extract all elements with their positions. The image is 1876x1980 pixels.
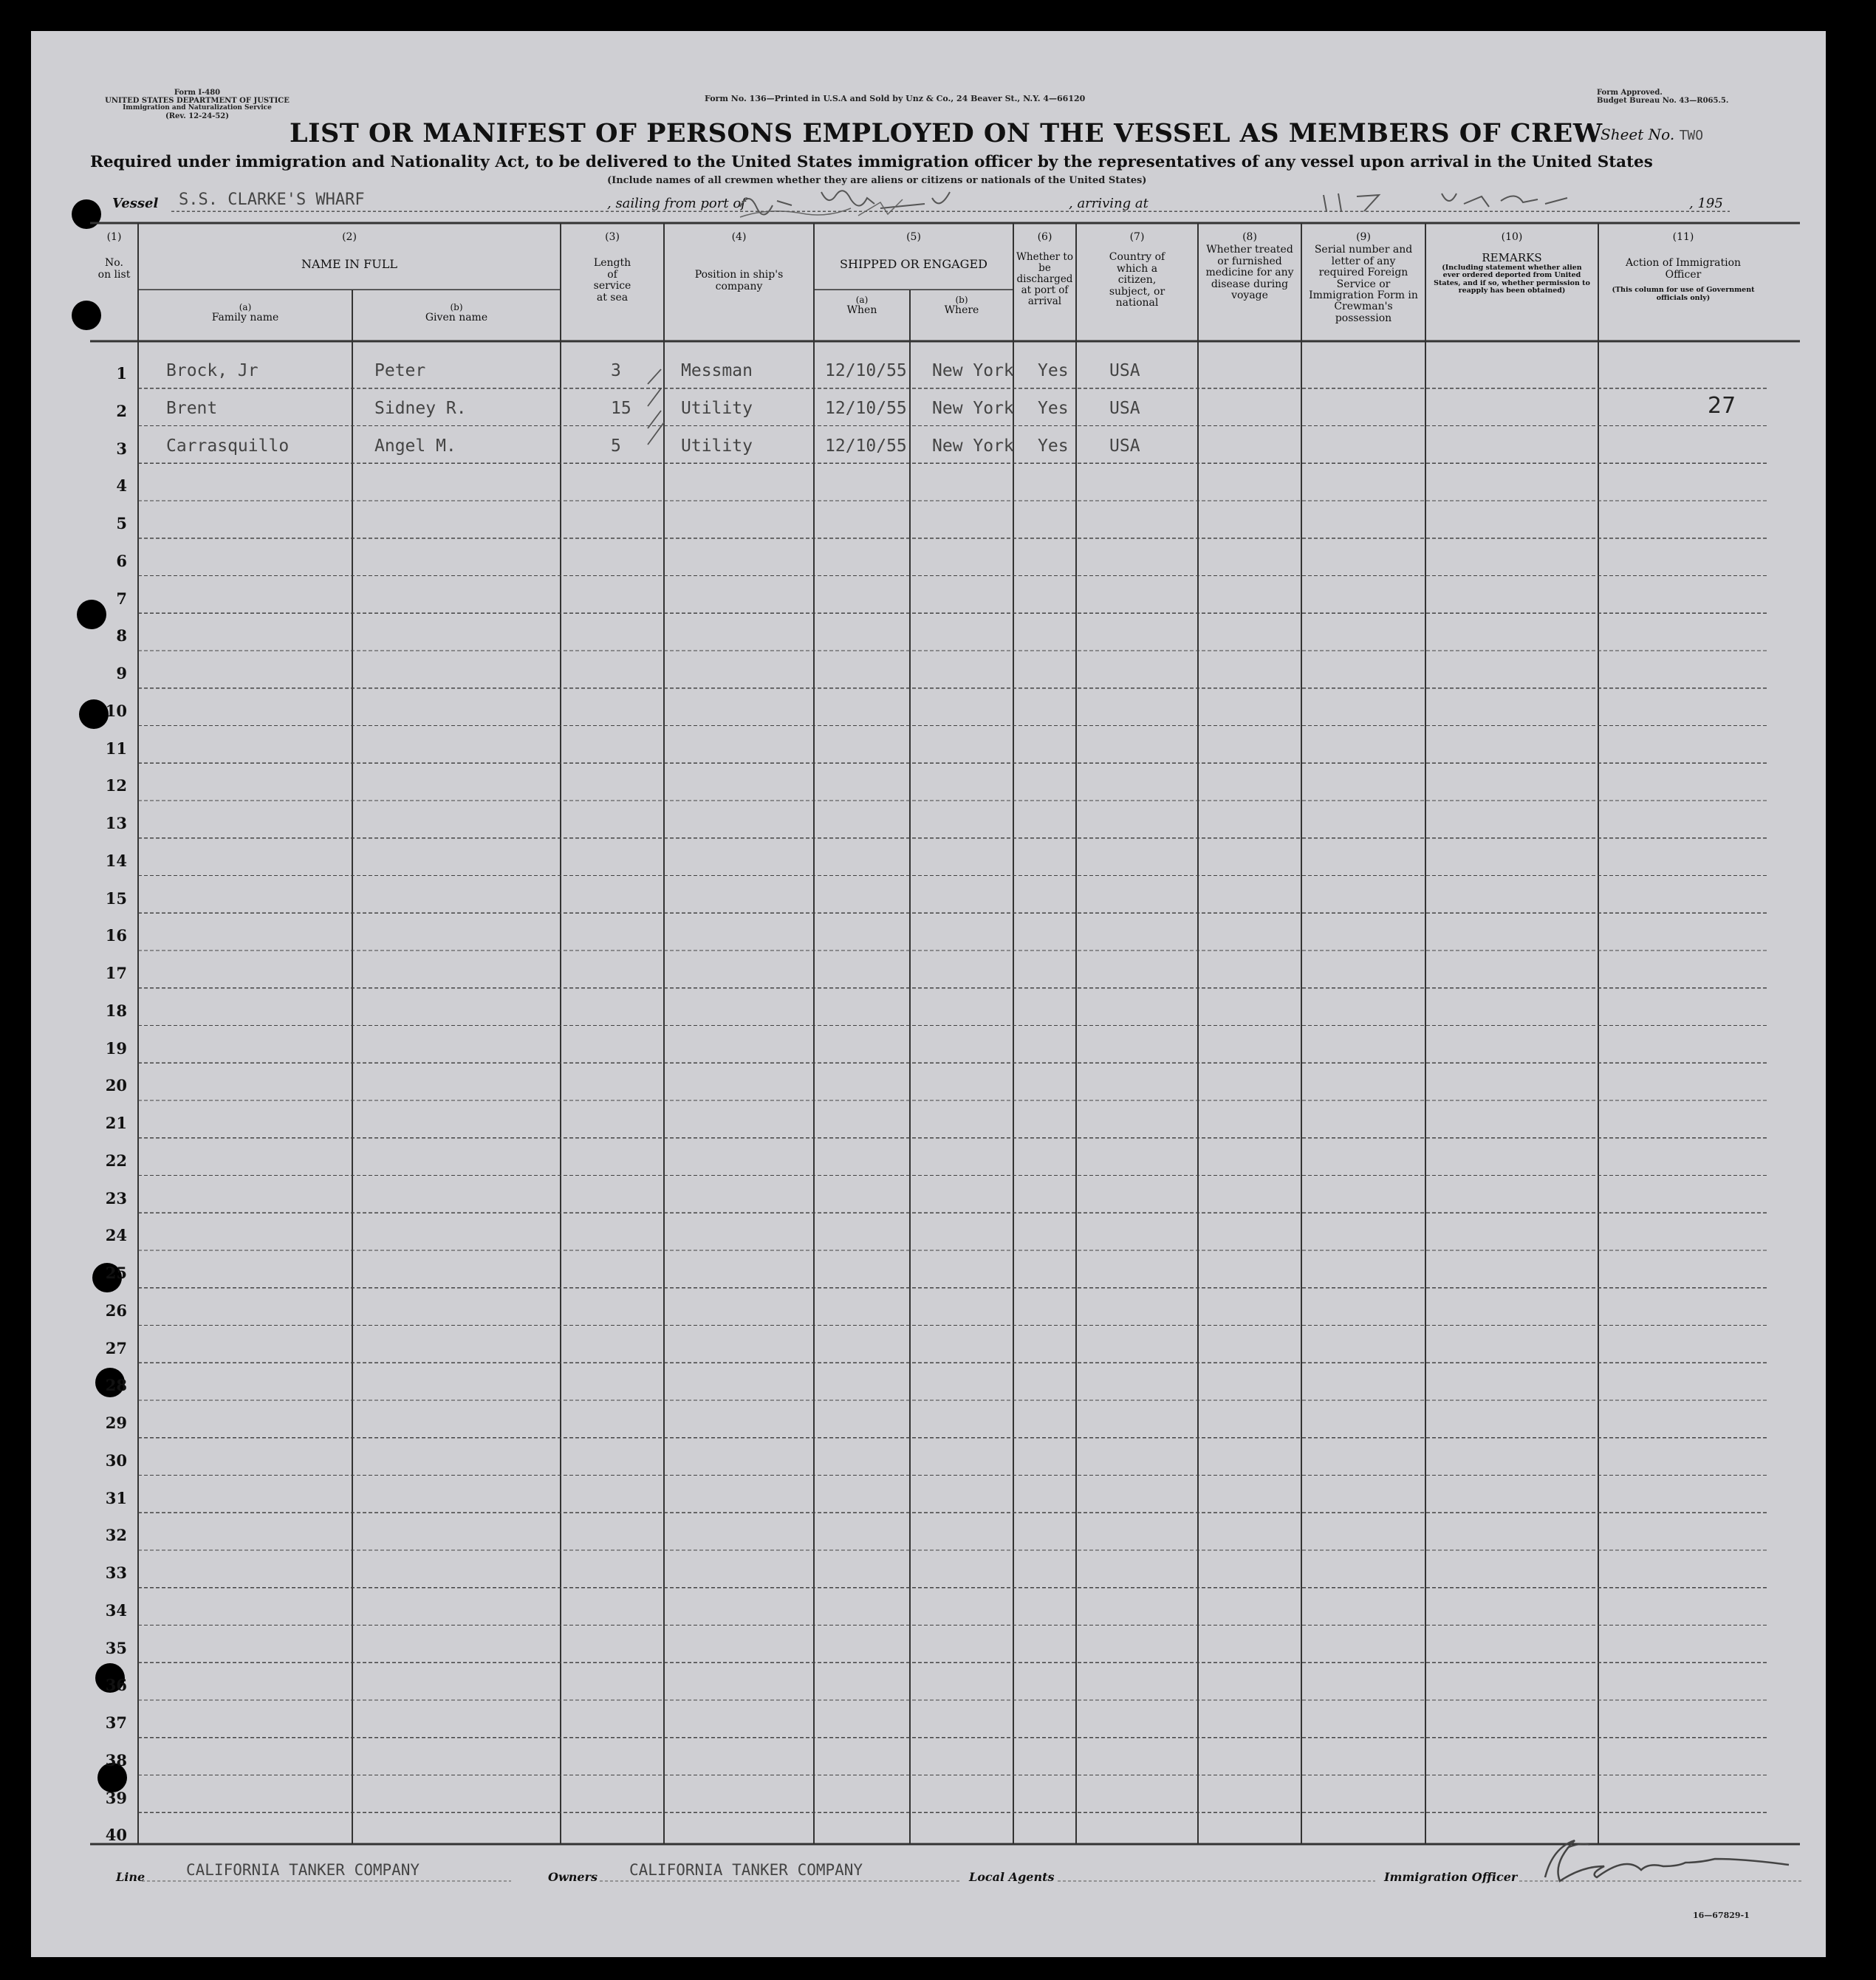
col3-number: (3) [605, 231, 620, 243]
col4-header [664, 232, 814, 292]
table-row [31, 1138, 1826, 1176]
row-number: 28 [105, 1376, 127, 1395]
when-cell: 12/10/55 [825, 361, 907, 380]
service: Immigration and Naturalization Service [123, 104, 272, 112]
row-number: 6 [116, 551, 127, 570]
row-number: 12 [105, 776, 127, 795]
form-code: 16—67829-1 [1693, 1911, 1750, 1920]
row-number: 21 [105, 1114, 127, 1132]
col10-header [1425, 232, 1598, 295]
position-cell: Utility [681, 398, 753, 418]
row-number: 40 [105, 1826, 127, 1845]
table-row [31, 1775, 1826, 1813]
col4-label: Position in ship's company [694, 269, 784, 292]
given-name-cell: Peter [374, 361, 426, 380]
owners-label: Owners [548, 1870, 598, 1884]
col3-label: Length of service at sea [593, 257, 631, 304]
table-row [31, 1662, 1826, 1700]
length-cell: 15 [611, 398, 631, 418]
col2-number: (2) [342, 231, 357, 243]
family-name-cell: Carrasquillo [166, 436, 290, 456]
table-row [31, 1288, 1826, 1326]
page-subnote: (Include names of all crewmen whether they are aliens or citizens or nationals of the United States) [607, 175, 1147, 186]
col8-label: Whether treated or furnished medicine for any disease during voyage [1205, 244, 1294, 301]
table-row [31, 1363, 1826, 1400]
col5b-header [910, 295, 1013, 317]
col7-header [1076, 232, 1198, 309]
row-number: 29 [105, 1414, 127, 1432]
discharge-cell: Yes [1038, 361, 1069, 380]
col8-number: (8) [1242, 231, 1257, 243]
row-number: 34 [105, 1600, 127, 1620]
row-number: 1 [116, 364, 127, 383]
col6-header [1013, 232, 1076, 307]
page-title: LIST OR MANIFEST OF PERSONS EMPLOYED ON THE VESSEL AS MEMBERS OF CREW [290, 118, 1603, 148]
row-number: 16 [105, 926, 127, 945]
table-row [31, 576, 1826, 614]
table-row [31, 463, 1826, 501]
col5a-header [814, 295, 910, 317]
given-name-cell: Sidney R. [374, 398, 467, 418]
table-row [31, 801, 1826, 838]
table-row [31, 1026, 1826, 1063]
table-row [31, 426, 1826, 464]
table-row [31, 351, 1826, 388]
where-cell: New York [932, 398, 1014, 418]
row-number: 37 [105, 1713, 127, 1732]
row-number: 9 [116, 664, 127, 682]
form-number: Form I-480 [174, 89, 221, 97]
discharge-cell: Yes [1038, 398, 1069, 418]
col2b-label: Given name [425, 312, 488, 324]
col10-note: (Including statement whether alien ever ordered deported from United States, and if so, whether permission to reapply has been obtained) [1434, 263, 1590, 295]
budget-number: Budget Bureau No. 43—R065.5. [1597, 97, 1729, 105]
country-cell: USA [1109, 398, 1140, 418]
row-number: 15 [105, 888, 127, 908]
col5a-number: (a) [855, 295, 869, 305]
row-number: 36 [105, 1676, 127, 1695]
row-number: 4 [116, 476, 127, 496]
vessel-name: S.S. CLARKE'S WHARF [179, 191, 365, 209]
table-row [31, 613, 1826, 651]
country-cell: USA [1109, 361, 1140, 380]
col6-label: Whether to be discharged at port of arrival [1016, 251, 1073, 307]
row-number: 8 [116, 626, 127, 645]
table-row [31, 538, 1826, 576]
officer-label: Immigration Officer [1384, 1870, 1518, 1884]
col2b-number: (b) [450, 302, 463, 312]
row-number: 32 [105, 1526, 127, 1545]
sheet-value: TWO [1679, 128, 1704, 143]
revision: (Rev. 12-24-52) [165, 112, 229, 120]
table-row [31, 501, 1826, 538]
col6-number: (6) [1037, 231, 1052, 243]
row-number: 39 [105, 1788, 127, 1807]
table-row [31, 1476, 1826, 1513]
table-row [31, 1326, 1826, 1363]
table-row [31, 950, 1826, 988]
table-row [31, 1213, 1826, 1250]
row-number: 24 [105, 1226, 127, 1245]
col5-number: (5) [906, 231, 921, 243]
col9-number: (9) [1356, 231, 1371, 243]
col11-label: Action of Immigration Officer [1625, 257, 1742, 281]
col10-number: (10) [1501, 231, 1523, 243]
owners-value: CALIFORNIA TANKER COMPANY [629, 1861, 863, 1879]
col3-header [561, 232, 664, 304]
department: UNITED STATES DEPARTMENT OF JUSTICE [105, 97, 290, 105]
col2a-header [138, 303, 352, 324]
row-number: 22 [105, 1151, 127, 1170]
when-cell: 12/10/55 [825, 398, 907, 418]
row-number: 26 [105, 1301, 127, 1320]
row-number: 23 [105, 1188, 127, 1207]
table-row [31, 1438, 1826, 1476]
where-cell: New York [932, 436, 1014, 456]
table-row [31, 688, 1826, 726]
row-number: 5 [116, 514, 127, 532]
table-row [31, 1700, 1826, 1738]
table-row [31, 1513, 1826, 1550]
col11-number: (11) [1672, 231, 1694, 243]
row-number: 14 [105, 851, 127, 870]
row-number: 27 [105, 1338, 127, 1357]
row-number: 20 [105, 1076, 127, 1095]
col1-header [90, 232, 138, 281]
col9-header [1301, 232, 1425, 324]
year-label: , 195 [1689, 196, 1723, 211]
position-cell: Messman [681, 361, 753, 380]
row-number: 18 [105, 1001, 127, 1020]
table-row [31, 876, 1826, 914]
vessel-label: Vessel [112, 196, 159, 211]
manifest-page [31, 31, 1826, 1957]
table-row [31, 651, 1826, 688]
country-cell: USA [1109, 436, 1140, 456]
table-row [31, 1626, 1826, 1663]
length-cell: 3 [611, 361, 621, 380]
length-cell: 5 [611, 436, 621, 456]
discharge-cell: Yes [1038, 436, 1069, 456]
row-number: 17 [105, 964, 127, 982]
printer-line: Form No. 136—Printed in U.S.A and Sold by Unz & Co., 24 Beaver St., N.Y. 4—66120 [705, 94, 1086, 103]
table-row [31, 763, 1826, 801]
row-number: 13 [105, 814, 127, 832]
table-row [31, 988, 1826, 1026]
col1-number: (1) [106, 231, 122, 243]
col2b-header [352, 303, 561, 324]
sheet-label: Sheet No. [1601, 126, 1675, 143]
line-label: Line [116, 1870, 146, 1884]
row-number: 33 [105, 1563, 127, 1582]
page-subtitle: Required under immigration and Nationality Act, to be delivered to the United States immigration officer by the representatives of any vessel upon arrival in the United States [90, 153, 1653, 171]
row-number: 31 [105, 1488, 127, 1507]
family-name-cell: Brock, Jr [166, 361, 259, 380]
col7-number: (7) [1129, 231, 1145, 243]
col1-label: No. on list [97, 257, 131, 281]
col5b-label: Where [944, 304, 979, 317]
col5-label: SHIPPED OR ENGAGED [840, 257, 987, 272]
col5-header [814, 232, 1013, 271]
col10-label: REMARKS [1482, 251, 1542, 265]
row-number: 25 [105, 1264, 127, 1282]
row-number: 7 [116, 589, 127, 608]
col11-note: (This column for use of Government officials only) [1612, 286, 1755, 302]
family-name-cell: Brent [166, 398, 218, 418]
table-row [31, 1738, 1826, 1775]
arriving-label: , arriving at [1069, 196, 1148, 211]
col9-label: Serial number and letter of any required Foreign Service or Immigration Form in Crewman's possession [1309, 244, 1418, 324]
table-row [31, 913, 1826, 950]
row-number: 10 [105, 701, 127, 720]
col11-header [1598, 232, 1768, 302]
col4-number: (4) [731, 231, 747, 243]
col7-label: Country of which a citizen, subject, or national [1109, 251, 1165, 309]
table-row [31, 838, 1826, 876]
line-value: CALIFORNIA TANKER COMPANY [186, 1861, 420, 1879]
position-cell: Utility [681, 436, 753, 456]
table-row [31, 726, 1826, 764]
action-cell: 27 [1708, 392, 1736, 419]
sailing-label: , sailing from port of [607, 196, 746, 211]
row-number: 19 [105, 1038, 127, 1058]
table-row [31, 1550, 1826, 1588]
table-row [31, 388, 1826, 426]
row-number: 38 [105, 1750, 127, 1770]
table-row [31, 1250, 1826, 1288]
row-number: 2 [116, 401, 127, 420]
table-row [31, 1176, 1826, 1213]
col2a-label: Family name [211, 312, 279, 324]
col5b-number: (b) [955, 295, 968, 305]
col5a-label: When [846, 304, 877, 317]
row-number: 3 [116, 439, 127, 458]
given-name-cell: Angel M. [374, 436, 456, 456]
table-row [31, 1100, 1826, 1138]
table-row [31, 1588, 1826, 1626]
col2a-number: (a) [239, 302, 252, 312]
officer-signature [1516, 1833, 1826, 1892]
col8-header [1198, 232, 1301, 301]
form-approved: Form Approved. [1597, 89, 1663, 97]
row-number: 30 [105, 1450, 127, 1470]
row-number: 11 [105, 739, 127, 758]
col2-header [138, 232, 561, 271]
table-row [31, 1063, 1826, 1100]
when-cell: 12/10/55 [825, 436, 907, 456]
row-number: 35 [105, 1638, 127, 1657]
agents-label: Local Agents [969, 1870, 1055, 1884]
where-cell: New York [932, 361, 1014, 380]
col2-label: NAME IN FULL [301, 257, 397, 272]
table-row [31, 1400, 1826, 1438]
